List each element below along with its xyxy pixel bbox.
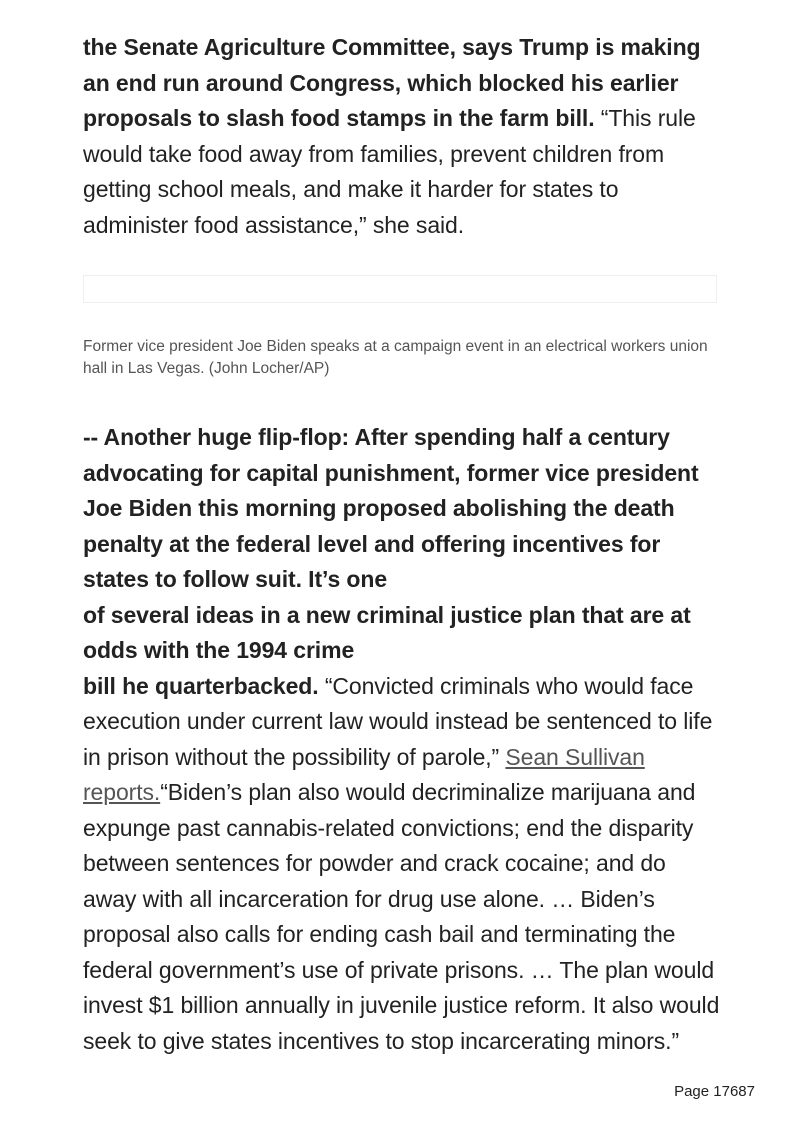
paragraph-bold-lead-2: of several ideas in a new criminal justice plan that are at odds with the 1994 crime [83,601,691,663]
photo-caption: Former vice president Joe Biden speaks at a campaign event in an electrical workers union hall in Las Vegas. (John Locher/AP) [83,338,708,377]
sean-sullivan-link[interactable]: Sean Sullivan reports. [83,743,645,805]
photo-placeholder [83,275,717,303]
paragraph-biden-plan [83,420,723,1059]
paragraph-bold-lead-3: bill he quarterbacked. [83,672,319,699]
paragraph-bold-lead: the Senate Agriculture Committee, says Trump is making an end run around Congress, which blocked his earlier proposals to slash food stamps in the farm bill. [83,34,701,131]
paragraph-food-stamps [83,30,723,243]
page-number: Page 17687 [674,1083,755,1100]
document-page [83,30,723,1059]
paragraph-quote: “This rule would take food away from families, prevent children from getting school meals, and make it harder for states to administer food assistance,” she said. [83,105,696,238]
paragraph-bold-lead-1: -- Another huge flip-flop: After spending half a century advocating for capital punishment, former vice president Joe Biden this morning proposed abolishing the death penalty at the federal level and offering incentives for states to follow suit. It’s one [83,424,699,592]
paragraph-text-1: “Convicted criminals who would face execution under current law would instead be sentenced to life in prison without the possibility of parole,” [83,672,713,770]
paragraph-text-2: “Biden’s plan also would decriminalize marijuana and expunge past cannabis-related convictions; end the disparity between sentences for powder and crack cocaine; and do away with all incarceration for drug use alone. … Biden’s proposal also calls for ending cash bail and terminating the federal government’s use of private prisons. … The plan would invest $1 billion annually in juvenile justice reform. It also would seek to give states incentives to stop incarcerating minors.” [83,779,720,1054]
